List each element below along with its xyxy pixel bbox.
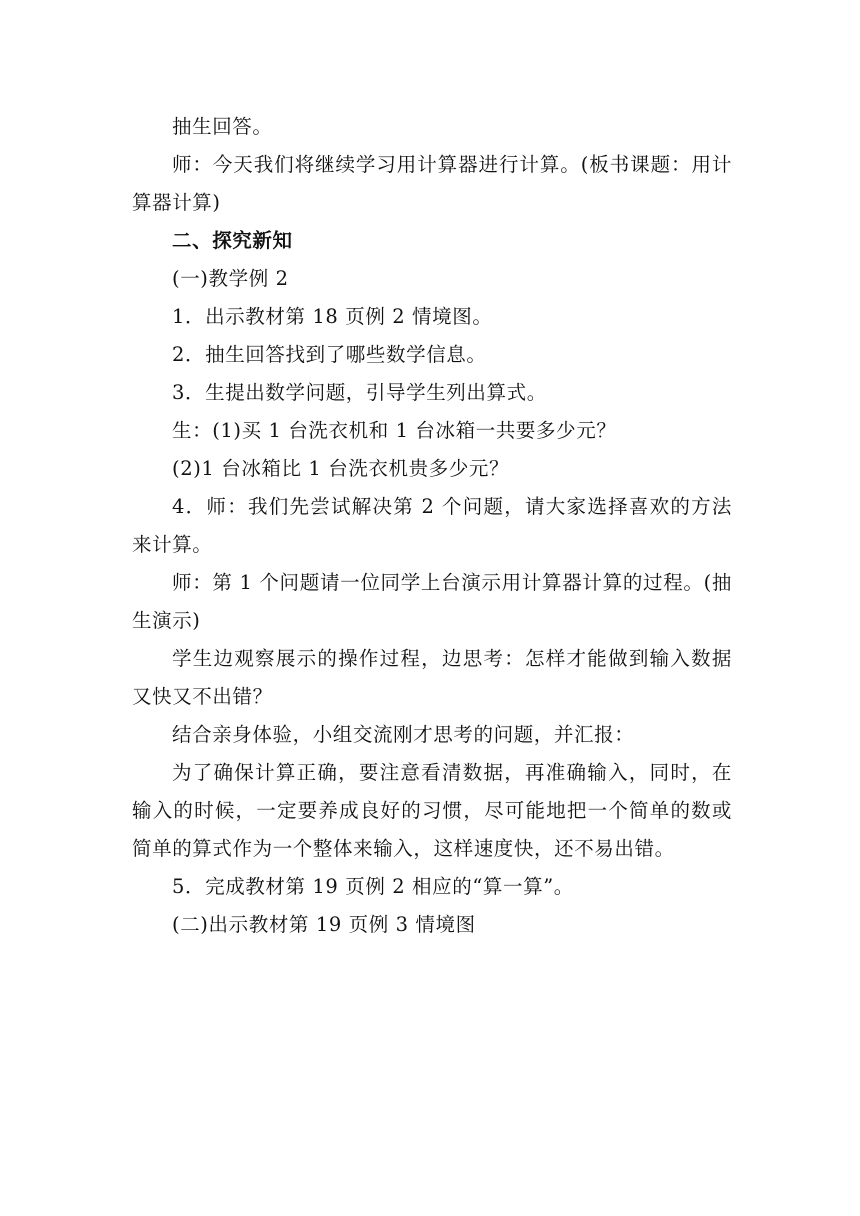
- paragraph-teacher-intro: 师：今天我们将继续学习用计算器进行计算。(板书课题：用计算器计算): [132, 153, 732, 214]
- step-3: 3．生提出数学问题，引导学生列出算式。: [172, 381, 547, 404]
- paragraph-summary: 为了确保计算正确，要注意看清数据，再准确输入，同时，在输入的时候，一定要养成良好的习惯，尽可能地把一个简单的数或简单的算式作为一个整体来输入，这样速度快，还不易出错。: [132, 761, 732, 860]
- step-5: 5．完成教材第 19 页例 2 相应的“算一算”。: [172, 875, 574, 898]
- student-question-1: 生：(1)买 1 台洗衣机和 1 台冰箱一共要多少元？: [172, 419, 617, 442]
- paragraph-demo: 师：第 1 个问题请一位同学上台演示用计算器计算的过程。(抽生演示): [132, 571, 732, 632]
- paragraph-group-discussion: 结合亲身体验，小组交流刚才思考的问题，并汇报：: [172, 723, 635, 746]
- student-question-2: (2)1 台冰箱比 1 台洗衣机贵多少元？: [172, 457, 510, 480]
- subsection-example-3: (二)出示教材第 19 页例 3 情境图: [172, 913, 476, 936]
- step-4: 4．师：我们先尝试解决第 2 个问题，请大家选择喜欢的方法来计算。: [132, 495, 732, 556]
- document-body: [132, 108, 732, 944]
- subsection-example-2: (一)教学例 2: [172, 267, 289, 290]
- section-heading-explore: 二、探究新知: [172, 229, 293, 252]
- step-1: 1．出示教材第 18 页例 2 情境图。: [172, 305, 493, 328]
- paragraph-student-answer: 抽生回答。: [172, 115, 273, 138]
- step-2: 2．抽生回答找到了哪些数学信息。: [172, 343, 487, 366]
- paragraph-observe: 学生边观察展示的操作过程，边思考：怎样才能做到输入数据又快又不出错？: [132, 647, 732, 708]
